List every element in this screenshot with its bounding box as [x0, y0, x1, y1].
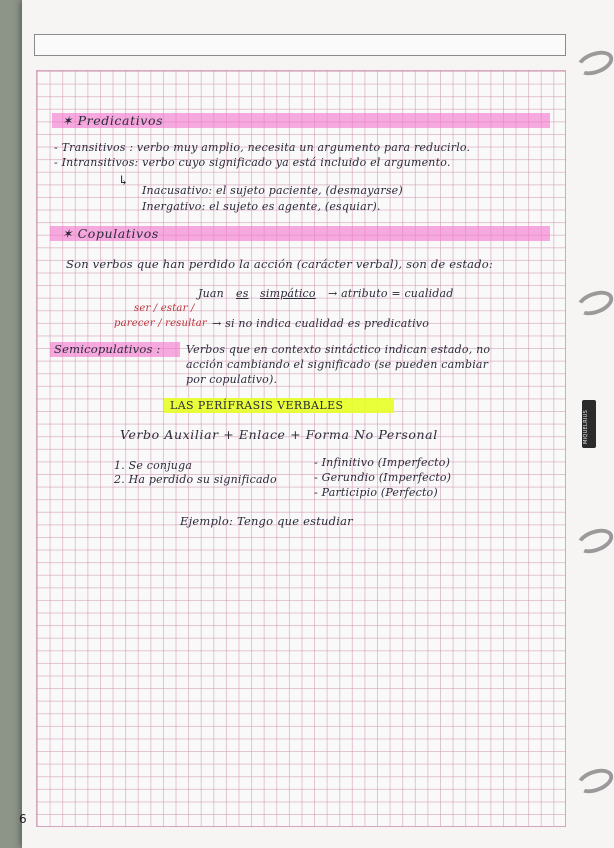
aux-conjuga: 1. Se conjuga [114, 459, 193, 472]
example-subject: Juan [198, 287, 224, 300]
brand-tab [582, 400, 596, 448]
form-infinitivo: - Infinitivo (Imperfecto) [314, 456, 451, 469]
arrow-down-right-icon: ↳ [118, 174, 129, 189]
semicopulativos-line-3: por copulativo). [186, 373, 278, 386]
heading-copulativos: ✶ Copulativos [62, 226, 159, 241]
header-box [34, 34, 566, 56]
heading-semicopulativos: Semicopulativos : [54, 342, 161, 356]
note-predicativo: → si no indica cualidad es predicativo [212, 317, 430, 330]
perifrasis-example: Ejemplo: Tengo que estudiar [180, 514, 353, 528]
semicopulativos-line-1: Verbos que en contexto sintáctico indican estado, no [186, 343, 491, 356]
aux-significado: 2. Ha perdido su significado [114, 473, 277, 486]
heading-perifrasis: LAS PERÍFRASIS VERBALES [170, 399, 344, 412]
line-inacusativo: Inacusativo: el sujeto paciente, (desmayarse) [142, 184, 403, 197]
form-gerundio: - Gerundio (Imperfecto) [314, 471, 452, 484]
line-inergativo: Inergativo: el sujeto es agente, (esquiar). [142, 200, 381, 213]
line-intransitivos: - Intransitivos: verbo cuyo significado ya está incluido el argumento. [54, 156, 451, 169]
example-attribute-note: → atributo = cualidad [328, 287, 454, 300]
heading-predicativos: ✶ Predicativos [62, 113, 164, 128]
brand-tab-label: MIQUELRIUS [583, 409, 589, 444]
example-attribute: simpático [260, 287, 316, 300]
notebook-page [19, 0, 614, 848]
line-transitivos: - Transitivos : verbo muy amplio, necesita un argumento para reducirlo. [54, 141, 471, 154]
example-verb: es [236, 287, 249, 300]
line-copulativos-definition: Son verbos que han perdido la acción (carácter verbal), son de estado: [66, 257, 494, 271]
note-parecer-resultar: parecer / resultar [114, 318, 207, 329]
semicopulativos-line-2: acción cambiando el significado (se pueden cambiar [186, 358, 489, 371]
perifrasis-formula: Verbo Auxiliar + Enlace + Forma No Personal [120, 427, 438, 442]
note-ser-estar: ser / estar / [134, 303, 195, 314]
page-number: 6 [19, 812, 27, 826]
form-participio: - Participio (Perfecto) [314, 486, 438, 499]
